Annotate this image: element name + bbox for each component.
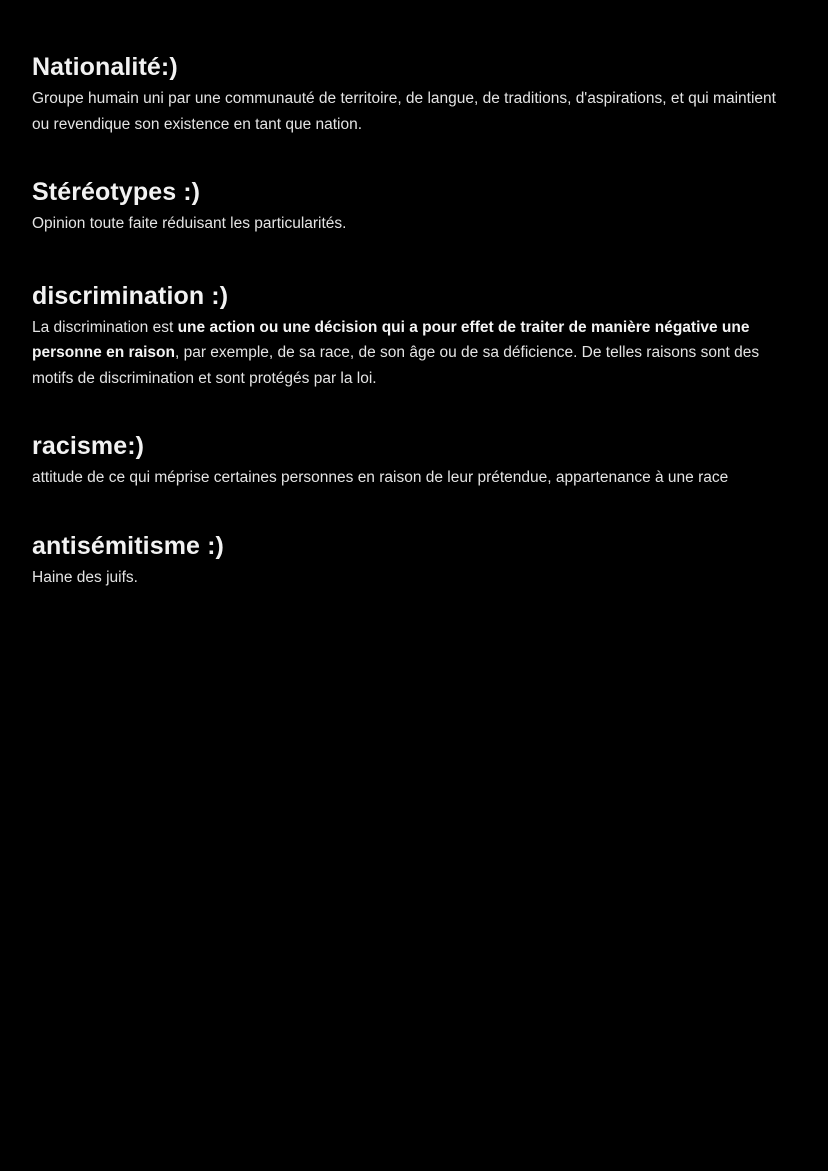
section-text: Haine des juifs.	[32, 568, 138, 586]
definition-antisemitisme	[32, 529, 796, 591]
section-text: Opinion toute faite réduisant les particularités.	[32, 215, 347, 232]
definition-nationalite	[32, 50, 796, 137]
section-text	[32, 315, 792, 392]
section-text-intro: La discrimination est	[32, 318, 178, 336]
definition-discrimination	[32, 279, 796, 392]
definition-racisme	[32, 429, 796, 491]
section-heading: Stéréotypes :)	[32, 178, 201, 206]
section-heading: racisme:)	[32, 432, 145, 460]
section-text: Groupe humain uni par une communauté de territoire, de langue, de traditions, d'aspirations, et qui maintient ou revendique son existence en tant que nation.	[32, 90, 776, 133]
section-heading: discrimination :)	[32, 281, 229, 310]
section-text-rest: , par exemple, de sa race, de son âge ou de sa déficience. De telles raisons sont des motifs de discrimination et sont protégés par la loi.	[32, 344, 760, 387]
definition-stereotypes	[32, 175, 796, 237]
section-text-bold: une action ou une décision qui a pour effet de traiter de manière négative une personne en raison	[32, 318, 750, 361]
section-heading: Nationalité:)	[32, 53, 178, 81]
section-text: attitude de ce qui méprise certaines personnes en raison de leur prétendue, appartenance à une race	[32, 469, 729, 486]
section-heading: antisémitisme :)	[32, 531, 224, 560]
